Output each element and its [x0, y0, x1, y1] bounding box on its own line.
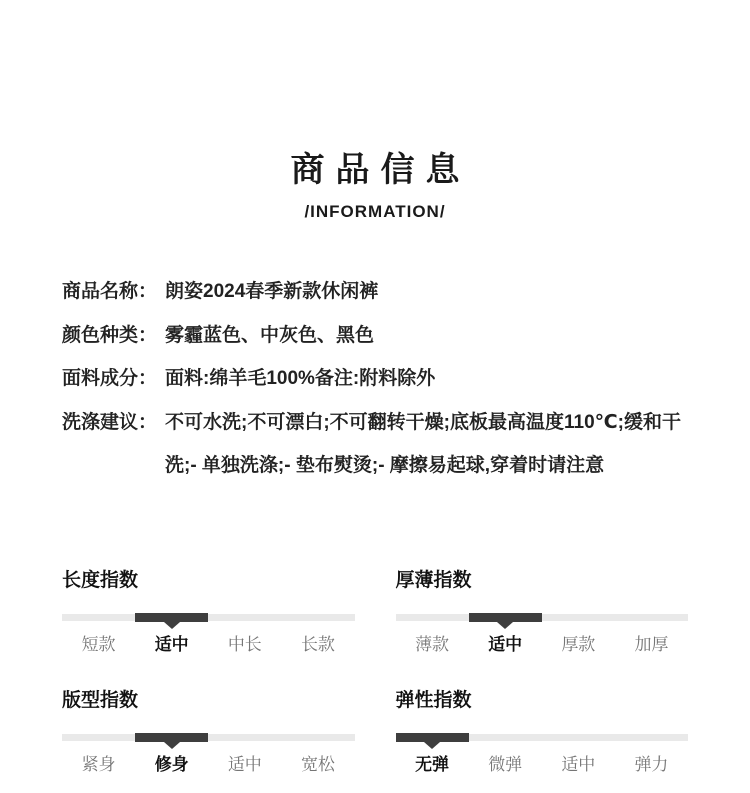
option-label: 紧身 [81, 754, 116, 774]
page-subtitle: /INFORMATION/ [304, 202, 446, 221]
slider-fill [135, 733, 208, 742]
elasticity-index-options [396, 756, 689, 774]
detail-row-fabric [62, 357, 688, 401]
thickness-index-section [396, 570, 689, 654]
slider-track [62, 614, 355, 621]
option-label: 适中 [488, 634, 523, 654]
slider-pointer-icon [164, 622, 180, 629]
slider-pointer-icon [164, 742, 180, 749]
option-label: 弹力 [634, 754, 669, 774]
option-label: 厚款 [561, 634, 596, 654]
length-index-slider [62, 613, 355, 622]
page-header [0, 0, 750, 221]
slider-fill [135, 613, 208, 622]
fit-index-section [62, 690, 355, 774]
elasticity-index-title: 弹性指数 [395, 689, 472, 711]
page-title: 商品信息 [290, 151, 471, 189]
detail-label: 洗涤建议： [62, 411, 158, 433]
fit-index-title: 版型指数 [62, 689, 139, 711]
option-label: 适中 [561, 754, 596, 774]
option-label: 修身 [154, 754, 189, 774]
fit-index-slider [62, 733, 355, 742]
slider-fill [469, 613, 542, 622]
detail-value: 朗姿2024春季新款休闲裤 [165, 281, 379, 302]
thickness-index-slider [396, 613, 689, 622]
option-label: 薄款 [415, 634, 450, 654]
option-label: 加厚 [634, 634, 669, 654]
detail-value: 面料:绵羊毛100%备注:附料除外 [165, 368, 436, 389]
option-label: 适中 [227, 754, 262, 774]
fit-index-options [62, 756, 355, 774]
elasticity-index-slider [396, 733, 689, 742]
detail-value [165, 401, 688, 488]
slider-pointer-icon [497, 622, 513, 629]
detail-row-colors [62, 314, 688, 358]
thickness-index-title: 厚薄指数 [395, 569, 472, 591]
option-label: 适中 [154, 634, 189, 654]
slider-track [62, 734, 355, 741]
detail-label: 面料成分： [62, 368, 158, 389]
length-index-title: 长度指数 [62, 569, 139, 591]
detail-row-washing [62, 401, 688, 488]
detail-row-product-name [62, 270, 688, 314]
thickness-index-options [396, 636, 689, 654]
slider-fill [396, 733, 469, 742]
index-sections [62, 570, 688, 774]
option-label: 无弹 [415, 754, 450, 774]
washing-advice-line-2: 洗;- 单独洗涤;- 垫布熨烫;- 摩擦易起球,穿着时请注意 [165, 455, 605, 476]
slider-pointer-icon [424, 742, 440, 749]
slider-track [396, 614, 689, 621]
length-index-section [62, 570, 355, 654]
option-label: 微弹 [488, 754, 523, 774]
detail-label: 颜色种类： [62, 324, 158, 346]
option-label: 中长 [227, 634, 262, 654]
detail-value: 雾霾蓝色、中灰色、黑色 [165, 324, 375, 346]
option-label: 短款 [81, 634, 116, 654]
elasticity-index-section [396, 690, 689, 774]
length-index-options [62, 636, 355, 654]
detail-label: 商品名称： [62, 281, 158, 302]
washing-advice-line-1: 不可水洗;不可漂白;不可翻转干燥;底板最高温度110℃;缓和干 [165, 411, 681, 433]
product-details [62, 270, 688, 488]
option-label: 长款 [300, 634, 335, 654]
option-label: 宽松 [300, 754, 335, 774]
